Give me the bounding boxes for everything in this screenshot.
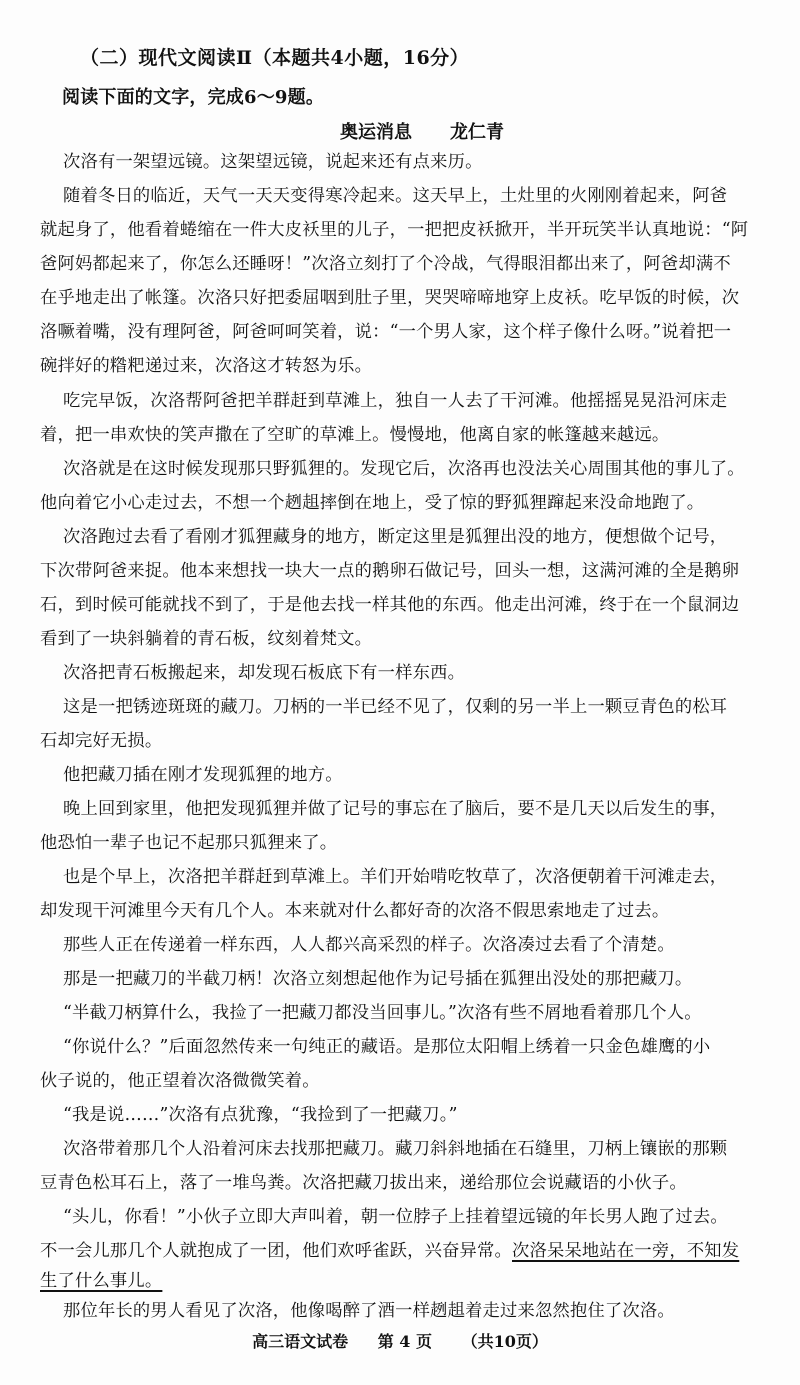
text-line: 次洛带着那几个人沿着河床去找那把藏刀。藏刀斜斜地插在石缝里，刀柄上镶嵌的那颗 <box>63 1139 728 1159</box>
text-line: 着，把一串欢快的笑声撒在了空旷的草滩上。慢慢地，他离自家的帐篷越来越远。 <box>40 425 670 445</box>
footer-subject: 高三语文试卷 <box>252 1332 349 1351</box>
text-line: 吃完早饭，次洛帮阿爸把羊群赶到草滩上，独自一人去了干河滩。他摇摇晃晃沿河床走 <box>63 391 728 411</box>
text-line: “你说什么？”后面忽然传来一句纯正的藏语。是那位太阳帽上绣着一只金色雄鹰的小 <box>63 1037 711 1057</box>
text-line: 石却完好无损。 <box>40 731 163 751</box>
text-line: 次洛就是在这时候发现那只野狐狸的。发现它后，次洛再也没法关心周围其他的事儿了。 <box>63 459 745 479</box>
text-line: 看到了一块斜躺着的青石板，纹刻着梵文。 <box>40 629 373 649</box>
text-line: 就起身了，他看着蜷缩在一件大皮袄里的儿子，一把把皮袄掀开，半开玩笑半认真地说：“阿 <box>40 220 749 240</box>
article-author: 龙仁青 <box>450 122 504 143</box>
text-line: 伙子说的，他正望着次洛微微笑着。 <box>40 1071 320 1091</box>
text-line: 次洛跑过去看了看刚才狐狸藏身的地方，断定这里是狐狸出没的地方，便想做个记号， <box>63 527 728 547</box>
text-line <box>40 1239 739 1263</box>
text-line: 他恐怕一辈子也记不起那只狐狸来了。 <box>40 833 338 853</box>
text-line: 他把藏刀插在刚才发现狐狸的地方。 <box>63 765 343 785</box>
article-title: 奥运消息 <box>340 122 412 143</box>
text-line: 在乎地走出了帐篷。次洛只好把委屈咽到肚子里，哭哭啼啼地穿上皮袄。吃早饭的时候，次 <box>40 288 740 308</box>
text-line: “半截刀柄算什么，我捡了一把藏刀都没当回事儿。”次洛有些不屑地看着那几个人。 <box>63 1003 702 1023</box>
text-line: 那位年长的男人看见了次洛，他像喝醉了酒一样趔趄着走过来忽然抱住了次洛。 <box>63 1301 675 1321</box>
text-segment: 不一会儿那几个人就抱成了一团，他们欢呼雀跃，兴奋异常。 <box>40 1241 512 1261</box>
underlined-sentence: 次洛呆呆地站在一旁，不知发 <box>512 1241 740 1261</box>
text-line: 那些人正在传递着一样东西，人人都兴高采烈的样子。次洛凑过去看了个清楚。 <box>63 935 675 955</box>
section-heading: （二）现代文阅读Ⅱ（本题共4小题，16分） <box>80 47 470 69</box>
reading-instruction: 阅读下面的文字，完成6～9题。 <box>62 87 325 108</box>
text-line: 他向着它小心走过去，不想一个趔趄摔倒在地上，受了惊的野狐狸蹿起来没命地跑了。 <box>40 493 705 513</box>
text-line: 下次带阿爸来捉。他本来想找一块大一点的鹅卵石做记号，回头一想，这满河滩的全是鹅卵 <box>40 561 740 581</box>
text-line: 洛噘着嘴，没有理阿爸，阿爸呵呵笑着，说：“一个男人家，这个样子像什么呀。”说着把一 <box>40 322 732 342</box>
text-line: 爸阿妈都起来了，你怎么还睡呀！”次洛立刻打了个冷战，气得眼泪都出来了，阿爸却满不 <box>40 254 731 274</box>
text-line: “头儿，你看！”小伙子立即大声叫着，朝一位脖子上挂着望远镜的年长男人跑了过去。 <box>63 1207 728 1227</box>
text-line: 次洛有一架望远镜。这架望远镜，说起来还有点来历。 <box>63 152 483 172</box>
text-line: 这是一把锈迹斑斑的藏刀。刀柄的一半已经不见了，仅剩的另一半上一颗豆青色的松耳 <box>63 697 728 717</box>
text-line: “我是说……”次洛有点犹豫，“我捡到了一把藏刀。” <box>63 1105 458 1125</box>
text-line: 次洛把青石板搬起来，却发现石板底下有一样东西。 <box>63 663 466 683</box>
article-title-row <box>0 118 800 146</box>
text-line: 却发现干河滩里今天有几个人。本来就对什么都好奇的次洛不假思索地走了过去。 <box>40 901 670 921</box>
text-line: 豆青色松耳石上，落了一堆鸟粪。次洛把藏刀拔出来，递给那位会说藏语的小伙子。 <box>40 1173 687 1193</box>
text-line: 石，到时候可能就找不到了，于是他去找一样其他的东西。他走出河滩，终于在一个鼠洞边 <box>40 595 740 615</box>
text-line: 随着冬日的临近，天气一天天变得寒冷起来。这天早上，土灶里的火刚刚着起来，阿爸 <box>63 186 728 206</box>
text-line <box>40 1269 162 1293</box>
text-line: 晚上回到家里，他把发现狐狸并做了记号的事忘在了脑后，要不是几天以后发生的事， <box>63 799 728 819</box>
page-footer <box>0 1329 800 1352</box>
text-line: 碗拌好的糌粑递过来，次洛这才转怒为乐。 <box>40 356 373 376</box>
footer-total-pages: （共10页） <box>461 1332 548 1351</box>
underlined-sentence-end: 生了什么事儿。 <box>40 1271 163 1291</box>
footer-page-number: 第 4 页 <box>377 1332 432 1351</box>
text-line: 那是一把藏刀的半截刀柄！次洛立刻想起他作为记号插在狐狸出没处的那把藏刀。 <box>63 969 693 989</box>
text-line: 也是个早上，次洛把羊群赶到草滩上。羊们开始啃吃牧草了，次洛便朝着干河滩走去， <box>63 867 728 887</box>
